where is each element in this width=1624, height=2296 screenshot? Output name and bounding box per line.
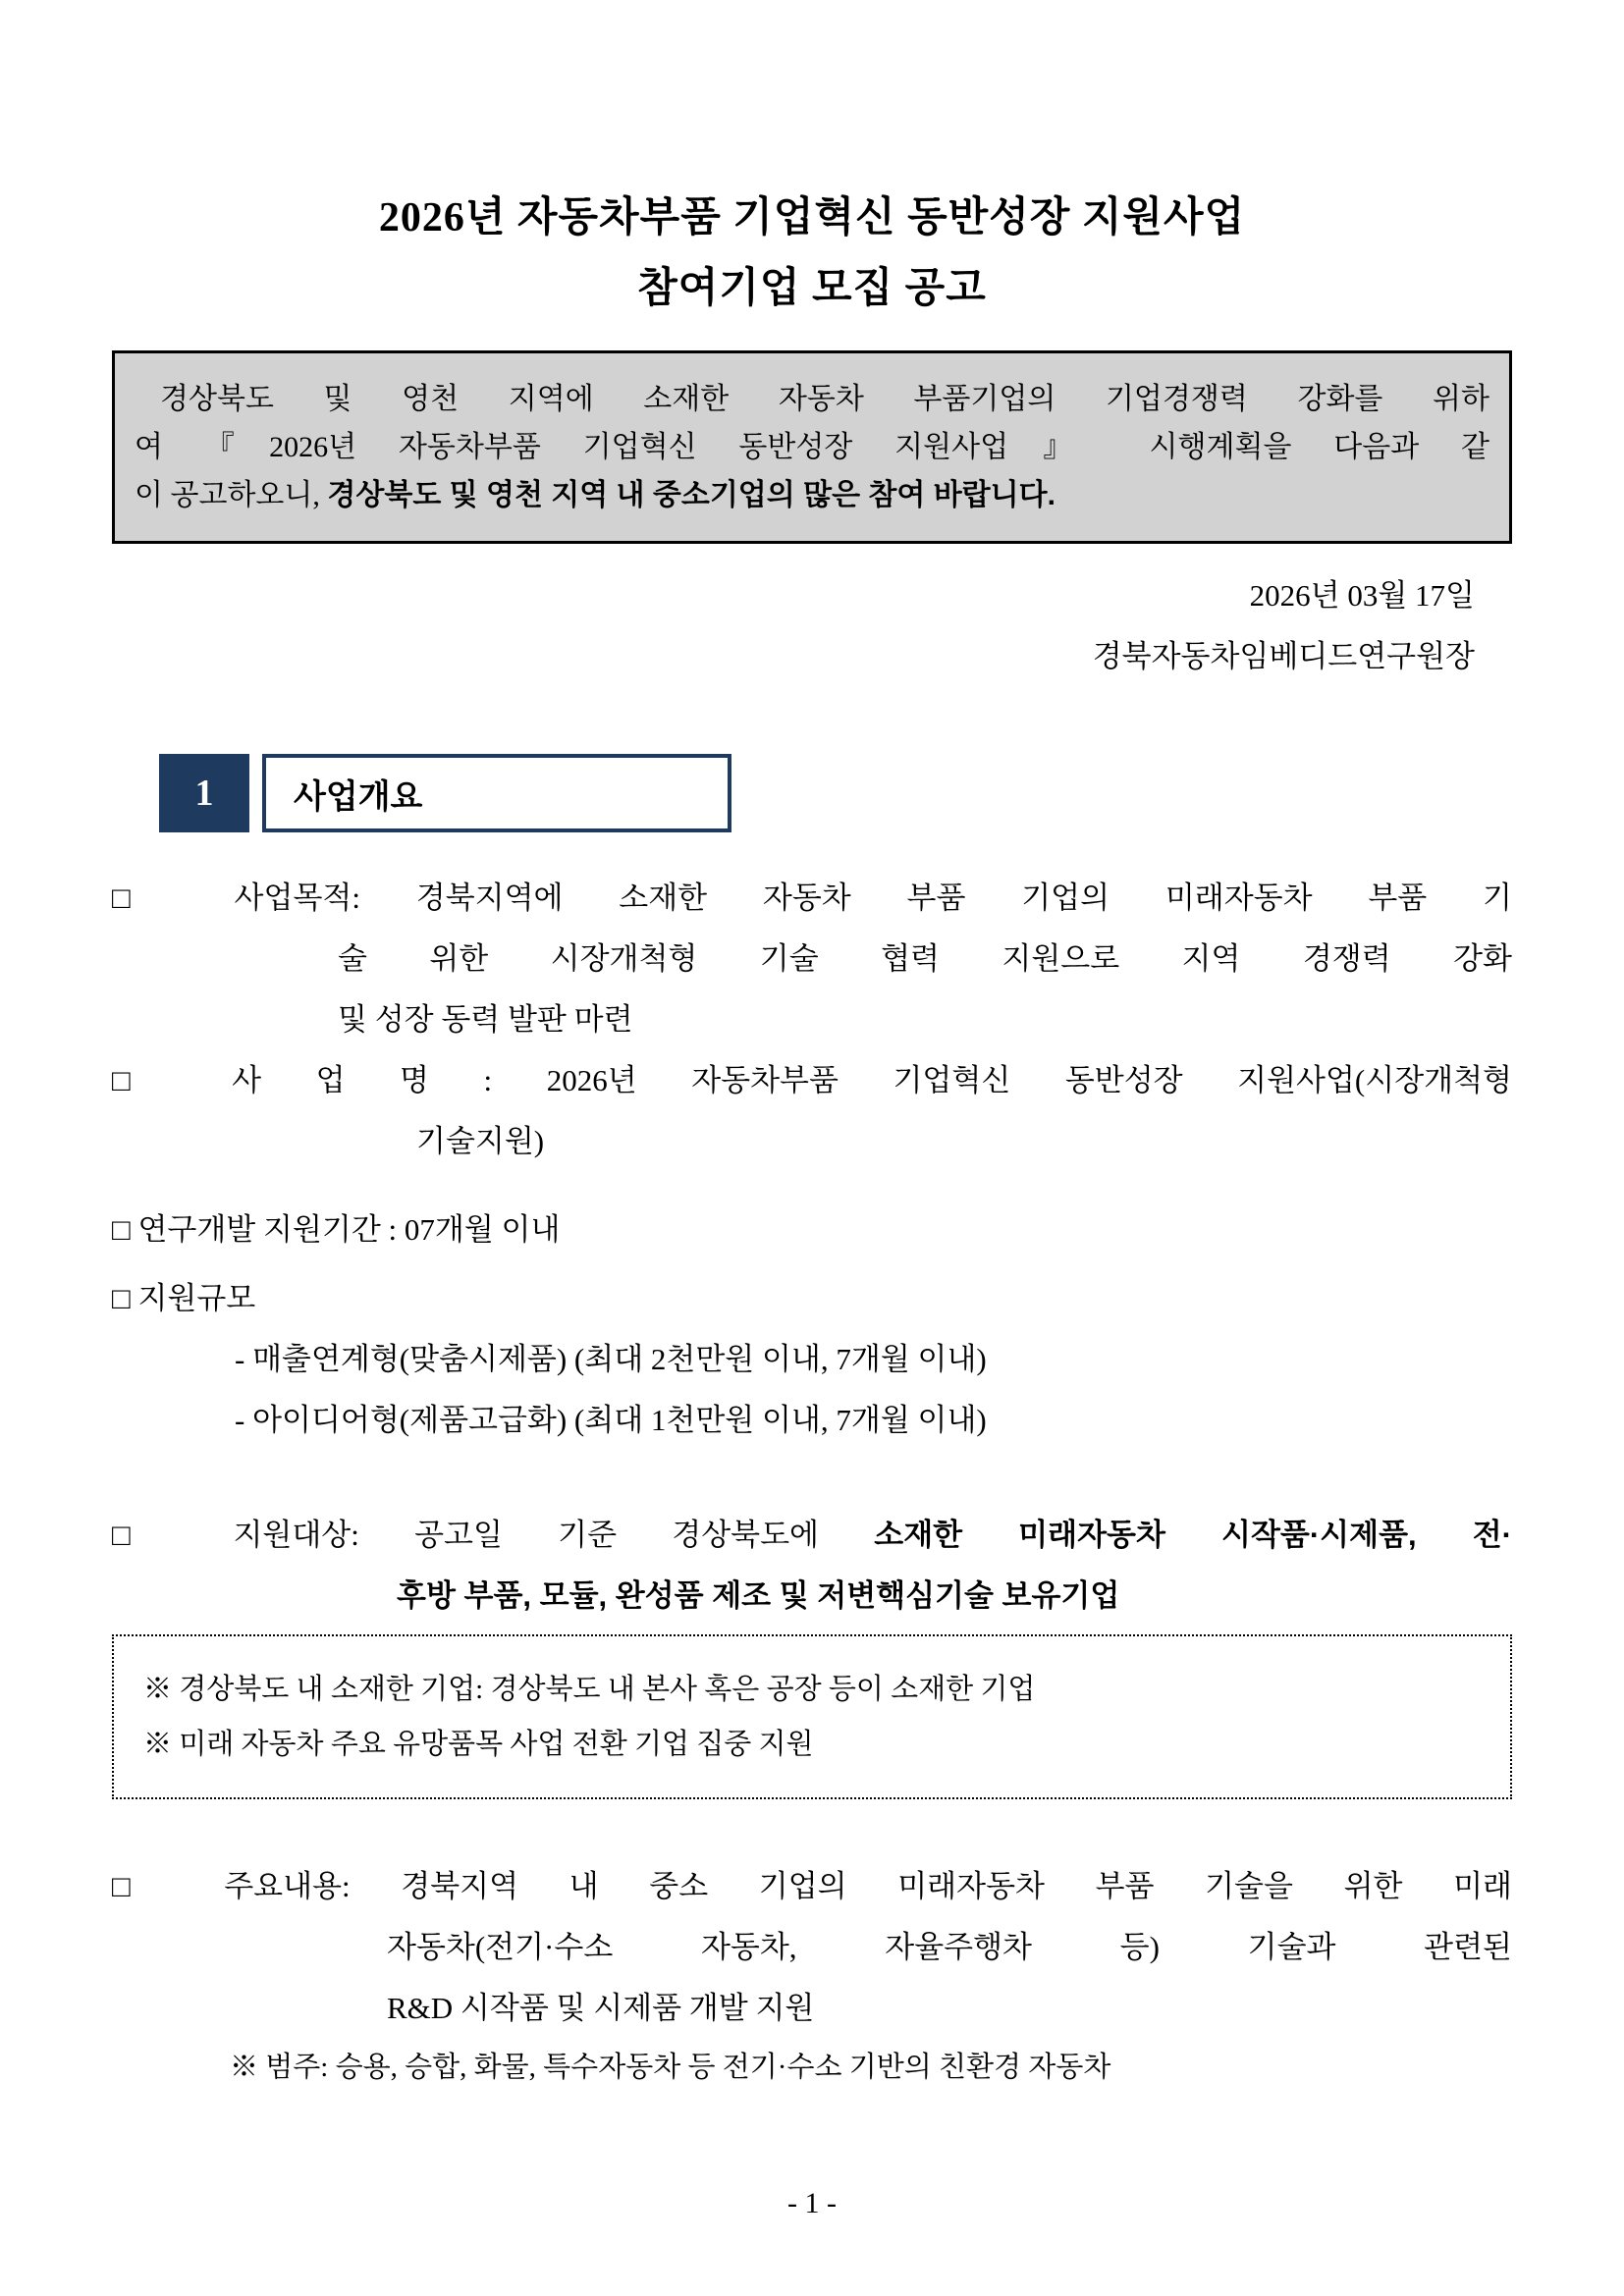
- date-block: [112, 573, 1512, 679]
- scale-item-2: - 아이디어형(제품고급화) (최대 1천만원 이내, 7개월 이내): [235, 1403, 987, 1437]
- target-line-1-bold: 소재한 미래자동차 시작품·시제품, 전·: [874, 1518, 1512, 1552]
- intro-line-1: 경상북도 및 영천 지역에 소재한 자동차 부품기업의 기업경쟁력 강화를 위하: [160, 383, 1489, 415]
- section-1-title: 사업개요: [294, 777, 423, 816]
- section-1-header: [159, 754, 1512, 832]
- content-line-2: 자동차(전기·수소 자동차, 자율주행차 등) 기술과 관련된: [387, 1930, 1512, 1964]
- purpose-line-3: 및 성장 동력 발판 마련: [338, 1002, 633, 1037]
- intro-line-2: 여 『2026년 자동차부품 기업혁신 동반성장 지원사업』 시행계획을 다음과 같: [135, 431, 1489, 463]
- intro-line-3-prefix: 이 공고하오니,: [135, 479, 328, 511]
- intro-line-3-bold: 경상북도 및 영천 지역 내 중소기업의 많은 참여 바랍니다.: [327, 479, 1056, 511]
- signer-line: 경북자동차임베디드연구원장: [1092, 639, 1475, 673]
- program-name-line-2: 기술지원): [416, 1124, 545, 1158]
- scale-item-1: - 매출연계형(맞춤시제품) (최대 2천만원 이내, 7개월 이내): [235, 1342, 987, 1376]
- date-line: 2026년 03월 17일: [1249, 578, 1475, 613]
- document-title: [112, 0, 1512, 324]
- period-line: □ 연구개발 지원기간 : 07개월 이내: [112, 1212, 561, 1247]
- target-line-1: [112, 1505, 1512, 1566]
- scale-heading: □ 지원규모: [112, 1281, 256, 1315]
- content-line-1: □ 주요내용: 경북지역 내 중소 기업의 미래자동차 부품 기술을 위한 미래: [112, 1869, 1512, 1903]
- title-line-1: 2026년 자동차부품 기업혁신 동반성장 지원사업: [378, 195, 1246, 240]
- content-line-3: R&D 시작품 및 시제품 개발 지원: [387, 1991, 815, 2025]
- purpose-line-2: 술 위한 시장개척형 기술 협력 지원으로 지역 경쟁력 강화: [338, 941, 1512, 976]
- target-line-2: 후방 부품, 모듈, 완성품 제조 및 저변핵심기술 보유기업: [397, 1578, 1120, 1613]
- section-1-number-badge: 1: [159, 754, 249, 832]
- program-name-line-1: □ 사 업 명 : 2026년 자동차부품 기업혁신 동반성장 지원사업(시장개척형: [112, 1063, 1512, 1097]
- note-box-line-1: ※ 경상북도 내 소재한 기업: 경상북도 내 본사 혹은 공장 등이 소재한 기업: [143, 1674, 1036, 1705]
- purpose-line-1: □ 사업목적: 경북지역에 소재한 자동차 부품 기업의 미래자동차 부품 기: [112, 881, 1512, 915]
- section-1-title-box: [262, 754, 731, 832]
- intro-box: [112, 350, 1512, 544]
- target-line-1-prefix: □ 지원대상: 공고일 기준 경상북도에: [112, 1518, 875, 1552]
- title-line-2: 참여기업 모집 공고: [637, 266, 987, 311]
- note-box-line-2: ※ 미래 자동차 주요 유망품목 사업 전환 기업 집중 지원: [143, 1729, 814, 1760]
- page-number: - 1 -: [787, 2187, 837, 2219]
- content-category-note: ※ 범주: 승용, 승합, 화물, 특수자동차 등 전기·수소 기반의 친환경 자동차: [230, 2052, 1111, 2083]
- intro-line-3: [135, 471, 1489, 519]
- eligibility-note-box: [112, 1634, 1512, 1799]
